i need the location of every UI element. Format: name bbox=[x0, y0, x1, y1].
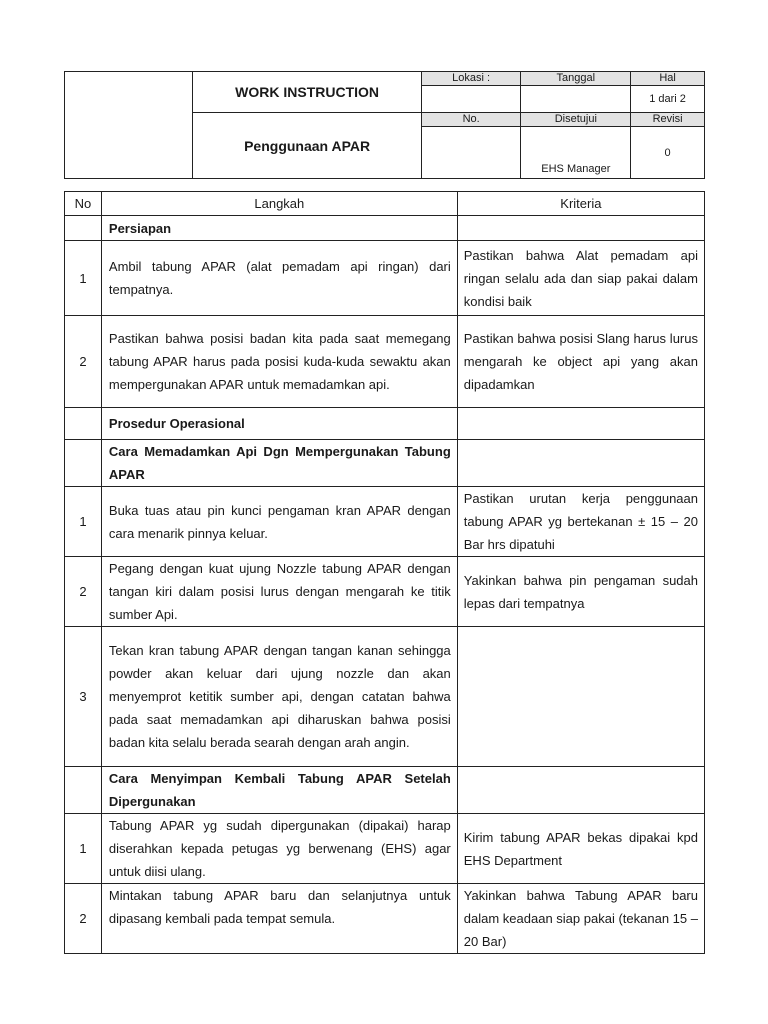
no-value bbox=[421, 127, 521, 179]
subsection-row bbox=[65, 767, 705, 814]
column-header-langkah: Langkah bbox=[101, 192, 457, 216]
step-langkah: Pegang dengan kuat ujung Nozzle tabung APAR dengan tangan kiri dalam posisi lurus dengan mengarah ke titik sumber Api. bbox=[101, 557, 457, 627]
step-number: 2 bbox=[65, 557, 102, 627]
step-langkah: Ambil tabung APAR (alat pemadam api ringan) dari tempatnya. bbox=[101, 241, 457, 316]
step-kriteria: Yakinkan bahwa pin pengaman sudah lepas dari tempatnya bbox=[457, 557, 704, 627]
logo-cell bbox=[65, 72, 193, 179]
section-no-cell bbox=[65, 440, 102, 487]
section-title: Prosedur Operasional bbox=[101, 408, 457, 440]
step-kriteria bbox=[457, 627, 704, 767]
disetujui-label: Disetujui bbox=[521, 113, 631, 127]
step-number: 1 bbox=[65, 814, 102, 884]
section-row bbox=[65, 408, 705, 440]
table-row bbox=[65, 487, 705, 557]
step-langkah: Pastikan bahwa posisi badan kita pada saat memegang tabung APAR harus pada posisi kuda-kuda sewaktu akan mempergunakan APAR untuk memadamkan api. bbox=[101, 316, 457, 408]
step-langkah: Mintakan tabung APAR baru dan selanjutnya untuk dipasang kembali pada tempat semula. bbox=[101, 884, 457, 954]
hal-value: 1 dari 2 bbox=[631, 86, 705, 113]
step-kriteria: Kirim tabung APAR bekas dipakai kpd EHS Department bbox=[457, 814, 704, 884]
column-header-no: No bbox=[65, 192, 102, 216]
section-kriteria-cell bbox=[457, 216, 704, 241]
section-title: Persiapan bbox=[101, 216, 457, 241]
step-number: 3 bbox=[65, 627, 102, 767]
table-row bbox=[65, 814, 705, 884]
subsection-row bbox=[65, 440, 705, 487]
section-no-cell bbox=[65, 767, 102, 814]
step-kriteria: Yakinkan bahwa Tabung APAR baru dalam keadaan siap pakai (tekanan 15 – 20 Bar) bbox=[457, 884, 704, 954]
subsection-title: Cara Menyimpan Kembali Tabung APAR Setelah Dipergunakan bbox=[101, 767, 457, 814]
document-title: WORK INSTRUCTION bbox=[193, 72, 421, 113]
column-header-kriteria: Kriteria bbox=[457, 192, 704, 216]
step-kriteria: Pastikan bahwa Alat pemadam api ringan selalu ada dan siap pakai dalam kondisi baik bbox=[457, 241, 704, 316]
tanggal-value bbox=[521, 86, 631, 113]
table-row bbox=[65, 557, 705, 627]
table-header-row bbox=[65, 192, 705, 216]
revisi-value: 0 bbox=[631, 127, 705, 179]
no-label: No. bbox=[421, 113, 521, 127]
step-number: 1 bbox=[65, 241, 102, 316]
step-langkah: Buka tuas atau pin kunci pengaman kran APAR dengan cara menarik pinnya keluar. bbox=[101, 487, 457, 557]
hal-label: Hal bbox=[631, 72, 705, 86]
subsection-title: Cara Memadamkan Api Dgn Mempergunakan Tabung APAR bbox=[101, 440, 457, 487]
disetujui-value: EHS Manager bbox=[521, 127, 631, 179]
section-row bbox=[65, 216, 705, 241]
section-no-cell bbox=[65, 216, 102, 241]
section-kriteria-cell bbox=[457, 767, 704, 814]
step-langkah: Tabung APAR yg sudah dipergunakan (dipakai) harap diserahkan kepada petugas yg berwenang (EHS) agar untuk diisi ulang. bbox=[101, 814, 457, 884]
document-subtitle: Penggunaan APAR bbox=[193, 113, 421, 179]
procedure-table bbox=[64, 191, 705, 954]
table-row bbox=[65, 884, 705, 954]
lokasi-label: Lokasi : bbox=[421, 72, 521, 86]
step-number: 2 bbox=[65, 884, 102, 954]
lokasi-value bbox=[421, 86, 521, 113]
table-row bbox=[65, 241, 705, 316]
step-number: 2 bbox=[65, 316, 102, 408]
step-kriteria: Pastikan bahwa posisi Slang harus lurus mengarah ke object api yang akan dipadamkan bbox=[457, 316, 704, 408]
step-langkah: Tekan kran tabung APAR dengan tangan kanan sehingga powder akan keluar dari ujung nozzle dan akan menyemprot ketitik sumber api, dengan catatan bahwa pada saat memadamkan api diharuskan bahwa posisi badan kita selalu berada searah dengan arah angin. bbox=[101, 627, 457, 767]
section-kriteria-cell bbox=[457, 440, 704, 487]
tanggal-label: Tanggal bbox=[521, 72, 631, 86]
table-row bbox=[65, 627, 705, 767]
step-number: 1 bbox=[65, 487, 102, 557]
revisi-label: Revisi bbox=[631, 113, 705, 127]
section-no-cell bbox=[65, 408, 102, 440]
document-header bbox=[64, 71, 705, 179]
table-row bbox=[65, 316, 705, 408]
section-kriteria-cell bbox=[457, 408, 704, 440]
step-kriteria: Pastikan urutan kerja penggunaan tabung APAR yg bertekanan ± 15 – 20 Bar hrs dipatuhi bbox=[457, 487, 704, 557]
